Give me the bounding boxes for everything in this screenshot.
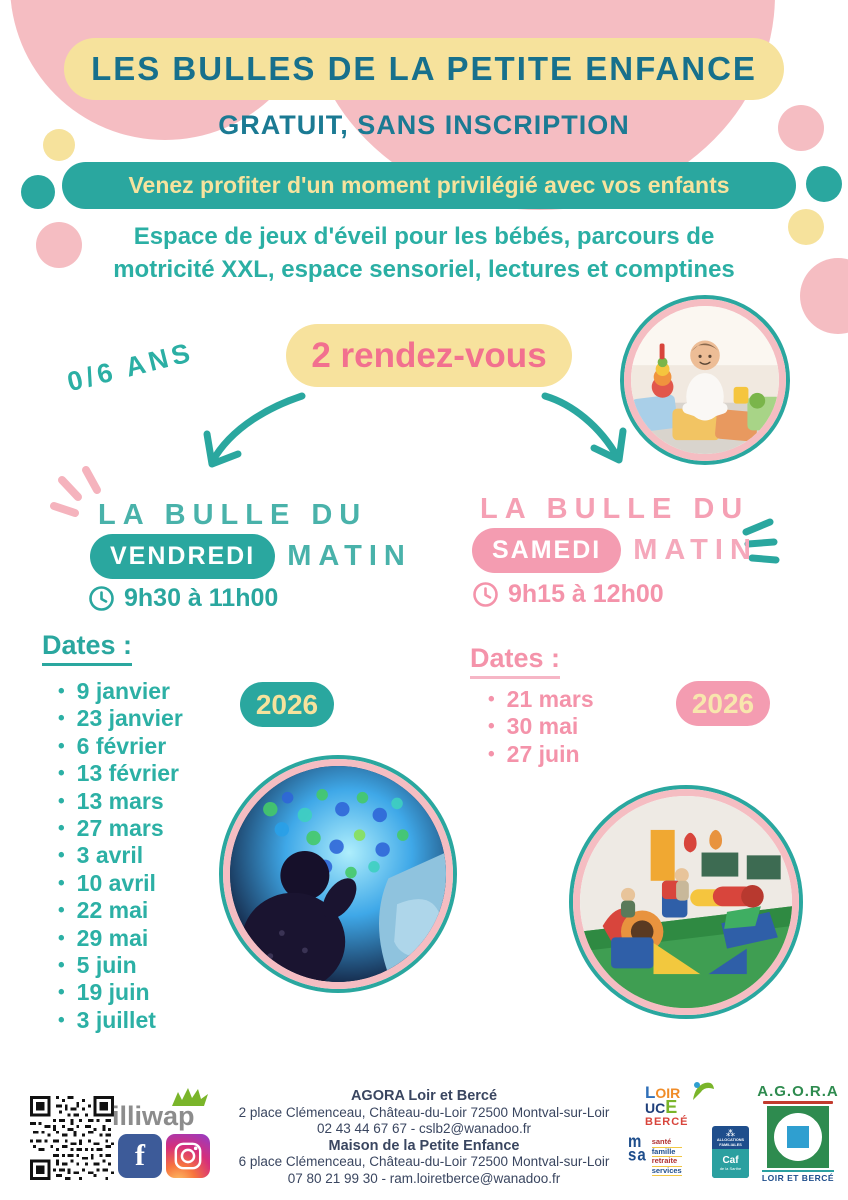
instagram-camera-glyph xyxy=(173,1141,203,1171)
msa-glyph-bottom: sa xyxy=(628,1145,647,1166)
ccb-line3: BERCÉ xyxy=(645,1116,689,1128)
agora-name: A.G.O.R.A xyxy=(757,1083,839,1100)
agora-logo xyxy=(756,1084,840,1183)
caf-name: Caf xyxy=(722,1155,739,1166)
arrow-right xyxy=(545,396,618,458)
saturday-pill: SAMEDI xyxy=(472,528,621,573)
friday-time: 9h30 à 11h00 xyxy=(124,584,279,612)
facebook-f-glyph: f xyxy=(135,1139,145,1172)
saturday-year-pill: 2026 xyxy=(676,681,770,726)
date-item: • 3 avril xyxy=(58,843,183,870)
org2-address: 6 place Clémenceau, Château-du-Loir 72500 Montval-sur-Loir xyxy=(238,1154,610,1170)
friday-suffix: MATIN xyxy=(287,540,412,572)
ccb-line1-b: OIR xyxy=(655,1085,681,1101)
friday-title: LA BULLE DU xyxy=(98,499,368,531)
arrow-left xyxy=(212,396,302,462)
description xyxy=(24,220,824,286)
friday-day-row xyxy=(90,534,412,579)
ccb-line2-a: UC xyxy=(645,1100,666,1116)
clock-icon xyxy=(88,585,115,612)
date-item: • 22 mai xyxy=(58,898,183,925)
friday-dates-heading: Dates : xyxy=(42,630,132,666)
caf-allocations-text: ALLOCATIONS FAMILIALES xyxy=(716,1138,745,1147)
clock-icon xyxy=(472,581,499,608)
caf-subtitle: de la Sarthe xyxy=(719,1166,742,1171)
saturday-dates-list xyxy=(488,687,594,769)
org2-name: Maison de la Petite Enfance xyxy=(328,1137,520,1154)
date-item: • 29 mai xyxy=(58,926,183,953)
instagram-icon xyxy=(166,1134,210,1178)
saturday-title: LA BULLE DU xyxy=(480,493,750,525)
agora-mark-square xyxy=(784,1123,812,1151)
date-item: • 23 janvier xyxy=(58,706,183,733)
date-item: • 6 février xyxy=(58,734,183,761)
date-item: • 27 juin xyxy=(488,742,594,769)
ccb-leaf-icon xyxy=(689,1080,715,1102)
baby-photo xyxy=(620,295,790,465)
date-item: • 30 mai xyxy=(488,714,594,741)
date-item: • 3 juillet xyxy=(58,1008,183,1035)
friday-time-row xyxy=(88,584,278,613)
org2-contact: 07 80 21 99 30 - ram.loiretberce@wanadoo.fr xyxy=(287,1170,561,1186)
pointer-arrows xyxy=(180,388,640,483)
pink-dot-right xyxy=(778,105,824,151)
date-item: • 27 mars xyxy=(58,816,183,843)
sensory-photo-image xyxy=(230,766,446,982)
rendezvous-text: 2 rendez-vous xyxy=(311,335,547,375)
msa-services-list: santé famille retraite services xyxy=(651,1137,682,1175)
teal-dot-left xyxy=(21,175,55,209)
invite-text: Venez profiter d'un moment privilégié avec vos enfants xyxy=(128,172,730,198)
description-line-1: Espace de jeux d'éveil pour les bébés, parcours de xyxy=(133,223,715,250)
subtitle: GRATUIT, SANS INSCRIPTION xyxy=(218,110,630,140)
friday-year-pill: 2026 xyxy=(240,682,334,727)
baby-photo-image xyxy=(631,306,779,454)
ccb-line2-b: E xyxy=(665,1097,678,1117)
friday-dates-list xyxy=(58,679,183,1035)
date-item: • 19 juin xyxy=(58,980,183,1007)
org1-contact: 02 43 44 67 67 - cslb2@wanadoo.fr xyxy=(316,1121,532,1137)
illiwap-logo xyxy=(112,1090,212,1132)
qr-code xyxy=(30,1096,114,1180)
playroom-photo xyxy=(569,785,803,1019)
playroom-photo-frame xyxy=(573,789,799,1015)
date-item: • 21 mars xyxy=(488,687,594,714)
date-item: • 5 juin xyxy=(58,953,183,980)
caf-logo xyxy=(712,1126,749,1178)
playroom-photo-image xyxy=(580,796,792,1008)
title-banner xyxy=(64,38,784,100)
saturday-dates-heading: Dates : xyxy=(470,643,560,679)
date-item: • 9 janvier xyxy=(58,679,183,706)
caf-birds-glyph: ⁂ xyxy=(726,1128,735,1138)
saturday-time-row xyxy=(472,580,664,609)
agora-mark xyxy=(767,1106,829,1168)
friday-pill: VENDREDI xyxy=(90,534,275,579)
org1-name: AGORA Loir et Bercé xyxy=(350,1088,498,1104)
illiwap-wordmark: illiwap xyxy=(112,1101,195,1131)
saturday-suffix: MATIN xyxy=(633,534,758,566)
msa-logo xyxy=(628,1131,698,1175)
invite-banner xyxy=(62,162,796,209)
ccb-line1-a: L xyxy=(645,1083,656,1102)
caf-band xyxy=(712,1149,749,1178)
age-range-badge: 0/6 ANS xyxy=(64,336,197,398)
date-item: • 13 février xyxy=(58,761,183,788)
baby-photo-frame xyxy=(624,299,786,461)
saturday-day-row xyxy=(472,528,758,573)
saturday-time: 9h15 à 12h00 xyxy=(508,580,664,608)
teal-dot-right xyxy=(806,166,842,202)
msa-glyph-top: m xyxy=(628,1131,643,1152)
sensory-photo-frame xyxy=(223,759,453,989)
agora-tagline-bar xyxy=(763,1101,833,1104)
date-item: • 10 avril xyxy=(58,871,183,898)
org1-address: 2 place Clémenceau, Château-du-Loir 72500 Montval-sur-Loir xyxy=(238,1104,610,1120)
facebook-icon xyxy=(118,1134,162,1178)
sensory-photo xyxy=(219,755,457,993)
msa-glyph xyxy=(628,1131,647,1176)
rendezvous-pill xyxy=(286,324,572,387)
date-item: • 13 mars xyxy=(58,789,183,816)
footer-contact-block xyxy=(214,1088,634,1188)
loir-luce-berce-logo xyxy=(645,1083,709,1134)
agora-subtitle: LOIR ET BERCÉ xyxy=(762,1170,834,1183)
description-line-2: motricité XXL, espace sensoriel, lectures et comptines xyxy=(113,256,735,283)
page-title: LES BULLES DE LA PETITE ENFANCE xyxy=(91,50,757,87)
